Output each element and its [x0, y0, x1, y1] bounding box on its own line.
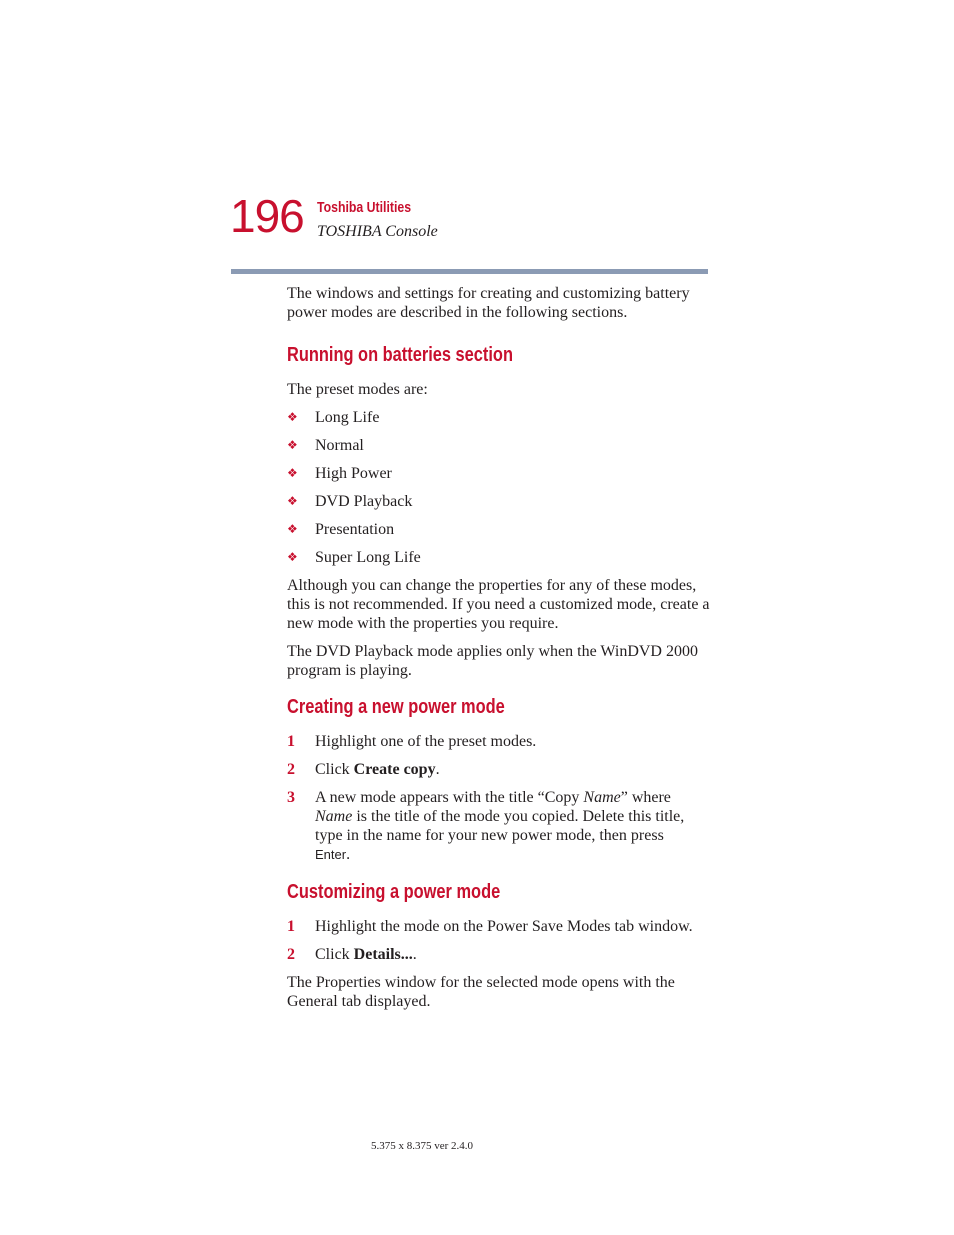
running-head	[317, 199, 438, 242]
diamond-bullet-icon: ❖	[287, 438, 298, 452]
diamond-bullet-icon: ❖	[287, 494, 298, 508]
list-item	[287, 408, 712, 427]
heading-creating-power-mode: Creating a new power mode	[287, 696, 505, 718]
preset-modes-lead: The preset modes are:	[287, 381, 428, 398]
step-text-plain: is the title of the mode you copied. Delete this title, type in the name for your new power mode, then press	[315, 808, 685, 844]
step-text-plain: Click	[315, 761, 354, 778]
dvd-note-paragraph: The DVD Playback mode applies only when the WinDVD 2000 program is playing.	[287, 643, 698, 679]
intro-paragraph: The windows and settings for creating and customizing battery power modes are described in the following sections.	[287, 285, 690, 321]
step-text	[315, 946, 417, 963]
step-item	[287, 760, 712, 779]
name-placeholder: Name	[583, 789, 621, 806]
step-text-plain: A new mode appears with the title “Copy	[315, 789, 584, 806]
enter-key: Enter	[315, 847, 347, 862]
mode-label: Normal	[315, 437, 364, 454]
step-text: Highlight the mode on the Power Save Modes tab window.	[315, 918, 693, 935]
step-text-plain: .	[412, 946, 417, 963]
step-number: 2	[287, 761, 295, 778]
section-title: TOSHIBA Console	[317, 223, 438, 240]
list-item	[287, 464, 712, 483]
heading-running-on-batteries: Running on batteries section	[287, 344, 513, 366]
step-text-plain: ” where	[620, 789, 671, 806]
step-item	[287, 732, 712, 751]
step-item	[287, 788, 712, 864]
page-body	[287, 284, 712, 1011]
customizing-steps	[287, 917, 712, 964]
list-item	[287, 492, 712, 511]
list-item	[287, 520, 712, 539]
step-item	[287, 917, 712, 936]
list-item	[287, 436, 712, 455]
closing-paragraph: The Properties window for the selected mode opens with the General tab displayed.	[287, 974, 675, 1010]
name-placeholder: Name	[315, 808, 353, 825]
diamond-bullet-icon: ❖	[287, 466, 298, 480]
step-text	[315, 789, 684, 863]
heading-customizing-power-mode: Customizing a power mode	[287, 881, 501, 903]
mode-label: DVD Playback	[315, 493, 413, 510]
step-text-plain: Click	[315, 946, 354, 963]
mode-label: Presentation	[315, 521, 395, 538]
step-item	[287, 945, 712, 964]
diamond-bullet-icon: ❖	[287, 522, 298, 536]
list-item	[287, 548, 712, 567]
preset-modes-list	[287, 408, 712, 567]
step-text	[315, 761, 440, 778]
diamond-bullet-icon: ❖	[287, 550, 298, 564]
chapter-title: Toshiba Utilities	[317, 199, 412, 216]
footer-version: 5.375 x 8.375 ver 2.4.0	[371, 1140, 474, 1152]
creating-steps	[287, 732, 712, 864]
modes-note-paragraph: Although you can change the properties for any of these modes, this is not recommended. If you need a customized mode, create a new mode with the properties you require.	[287, 577, 710, 632]
step-number: 1	[287, 733, 295, 750]
create-copy-command: Create copy	[353, 761, 436, 778]
mode-label: Super Long Life	[315, 549, 421, 566]
step-text: Highlight one of the preset modes.	[315, 733, 537, 750]
header-divider	[231, 269, 708, 274]
step-text-plain: .	[346, 846, 351, 863]
step-text-plain: .	[435, 761, 440, 778]
mode-label: Long Life	[315, 409, 380, 426]
diamond-bullet-icon: ❖	[287, 410, 298, 424]
details-command: Details...	[353, 946, 413, 963]
page-number: 196	[230, 190, 304, 242]
step-number: 3	[287, 789, 295, 806]
step-number: 1	[287, 918, 295, 935]
step-number: 2	[287, 946, 295, 963]
mode-label: High Power	[315, 465, 392, 482]
